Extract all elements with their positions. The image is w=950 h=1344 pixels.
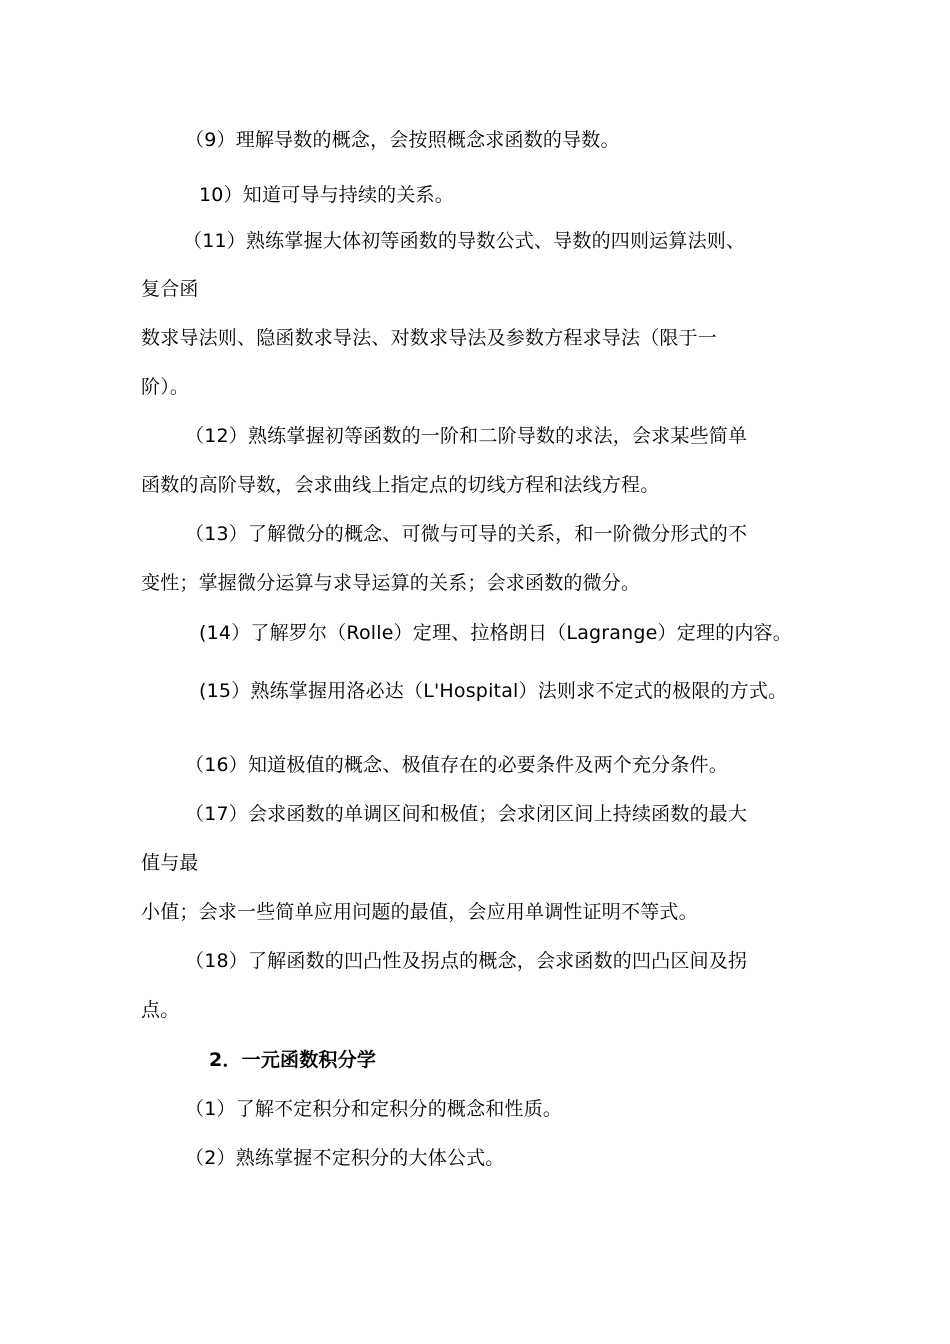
text-line: 变性；掌握微分运算与求导运算的关系；会求函数的微分。 bbox=[141, 572, 641, 594]
text-line: （17）会求函数的单调区间和极值；会求闭区间上持续函数的最大 bbox=[185, 803, 748, 825]
text-line: （2）熟练掌握不定积分的大体公式。 bbox=[185, 1147, 505, 1169]
text-line: 函数的高阶导数，会求曲线上指定点的切线方程和法线方程。 bbox=[141, 474, 660, 496]
text-line: （18）了解函数的凹凸性及拐点的概念，会求函数的凹凸区间及拐 bbox=[185, 950, 748, 972]
text-line: 复合函 bbox=[141, 278, 199, 300]
text-line: （13）了解微分的概念、可微与可导的关系，和一阶微分形式的不 bbox=[185, 523, 748, 545]
text-line: 小值；会求一些简单应用问题的最值，会应用单调性证明不等式。 bbox=[141, 901, 698, 923]
text-line: （12）熟练掌握初等函数的一阶和二阶导数的求法，会求某些简单 bbox=[185, 425, 748, 447]
text-line: 10）知道可导与持续的关系。 bbox=[199, 184, 454, 206]
text-line: （16）知道极值的概念、极值存在的必要条件及两个充分条件。 bbox=[185, 754, 728, 776]
text-line: （1）了解不定积分和定积分的概念和性质。 bbox=[185, 1098, 563, 1120]
text-line: 数求导法则、隐函数求导法、对数求导法及参数方程求导法（限于一 bbox=[141, 327, 718, 349]
section-heading: 2．一元函数积分学 bbox=[209, 1049, 377, 1071]
text-line: 阶）。 bbox=[141, 376, 190, 398]
text-line: （9）理解导数的概念，会按照概念求函数的导数。 bbox=[185, 129, 620, 151]
text-line: 值与最 bbox=[141, 852, 199, 874]
text-line: （11）熟练掌握大体初等函数的导数公式、导数的四则运算法则、 bbox=[183, 230, 746, 252]
text-line: (15）熟练掌握用洛必达（L'Hospital）法则求不定式的极限的方式。 bbox=[199, 680, 788, 702]
text-line: (14）了解罗尔（Rolle）定理、拉格朗日（Lagrange）定理的内容。 bbox=[199, 622, 792, 644]
text-line: 点。 bbox=[141, 999, 180, 1021]
